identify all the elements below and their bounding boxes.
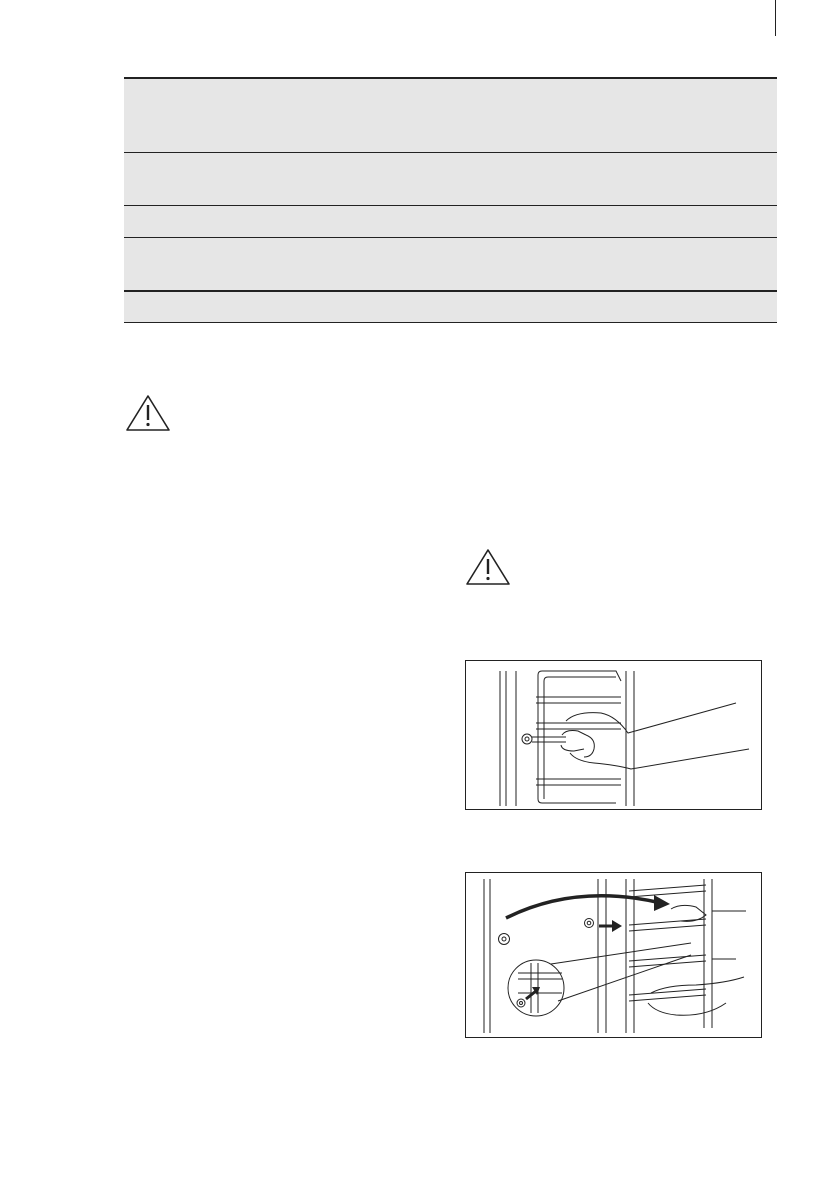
table-row: [124, 77, 777, 152]
table-row: [124, 237, 777, 290]
table-row: [124, 290, 777, 323]
shelf-support-removal-illustration: [465, 660, 762, 810]
info-table: [124, 77, 777, 323]
shelf-support-installation-illustration: [465, 872, 762, 1038]
table-row: [124, 205, 777, 237]
table-row: [124, 152, 777, 205]
warning-triangle-icon: [465, 548, 511, 586]
warning-triangle-icon: [125, 394, 171, 432]
page-corner-mark: [775, 0, 776, 36]
